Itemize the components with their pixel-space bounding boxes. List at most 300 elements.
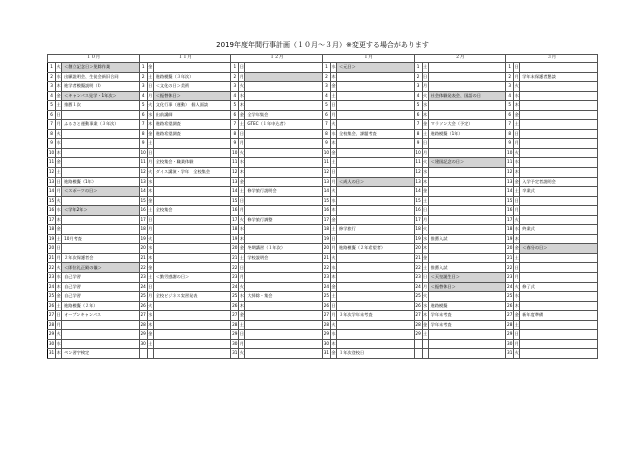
event-cell bbox=[520, 273, 598, 283]
event-cell bbox=[337, 330, 415, 340]
day-number: 25 bbox=[414, 292, 422, 302]
day-number: 4 bbox=[48, 91, 56, 101]
event-cell bbox=[337, 282, 415, 292]
weekday: 金 bbox=[147, 63, 153, 73]
day-number: 28 bbox=[139, 320, 147, 330]
day-number: 2 bbox=[139, 72, 147, 82]
event-cell bbox=[245, 63, 323, 73]
day-number: 25 bbox=[506, 292, 514, 302]
event-cell: 進路模擬 bbox=[428, 301, 506, 311]
event-cell bbox=[153, 263, 231, 273]
day-number: 25 bbox=[48, 292, 56, 302]
event-cell: 全校集会・職業体験 bbox=[153, 158, 231, 168]
event-cell bbox=[245, 339, 323, 349]
day-number: 11 bbox=[322, 158, 330, 168]
weekday: 日 bbox=[330, 234, 336, 244]
day-number: 31 bbox=[231, 349, 239, 359]
event-cell: GTEC（１年申込者） bbox=[245, 120, 323, 130]
weekday: 月 bbox=[56, 320, 62, 330]
event-cell bbox=[245, 168, 323, 178]
event-cell: 推薦１次 bbox=[62, 101, 140, 111]
event-cell bbox=[428, 196, 506, 206]
day-number: 9 bbox=[139, 139, 147, 149]
weekday: 日 bbox=[239, 129, 245, 139]
weekday: 金 bbox=[239, 110, 245, 120]
day-number: 8 bbox=[414, 129, 422, 139]
day-number: 14 bbox=[139, 187, 147, 197]
day-row bbox=[48, 349, 598, 359]
weekday: 金 bbox=[514, 311, 520, 321]
weekday: 土 bbox=[147, 273, 153, 283]
event-cell bbox=[428, 82, 506, 92]
day-row bbox=[48, 339, 598, 349]
day-number: 19 bbox=[231, 234, 239, 244]
event-cell: 修学旅行調整 bbox=[245, 215, 323, 225]
day-number: 1 bbox=[48, 63, 56, 73]
event-cell bbox=[245, 301, 323, 311]
weekday: 火 bbox=[56, 196, 62, 206]
event-cell bbox=[520, 139, 598, 149]
weekday: 水 bbox=[514, 158, 520, 168]
event-cell bbox=[520, 234, 598, 244]
day-number: 8 bbox=[48, 129, 56, 139]
day-number: 7 bbox=[414, 120, 422, 130]
event-cell: 入学予定者説明会 bbox=[520, 177, 598, 187]
day-number: 11 bbox=[231, 158, 239, 168]
day-row bbox=[48, 225, 598, 235]
weekday: 水 bbox=[239, 158, 245, 168]
day-number: 10 bbox=[506, 148, 514, 158]
day-number: 17 bbox=[48, 215, 56, 225]
day-number: 15 bbox=[322, 196, 330, 206]
day-number: 7 bbox=[231, 120, 239, 130]
day-number: 13 bbox=[139, 177, 147, 187]
event-cell bbox=[428, 244, 506, 254]
day-number: 26 bbox=[506, 301, 514, 311]
weekday: 木 bbox=[514, 168, 520, 178]
day-number: 20 bbox=[139, 244, 147, 254]
event-cell bbox=[337, 91, 415, 101]
event-cell bbox=[245, 129, 323, 139]
event-cell bbox=[245, 234, 323, 244]
day-number: 29 bbox=[231, 330, 239, 340]
weekday: 火 bbox=[147, 301, 153, 311]
event-cell: 全校集会、課題考査 bbox=[337, 129, 415, 139]
event-cell bbox=[337, 120, 415, 130]
day-number: 22 bbox=[414, 263, 422, 273]
weekday: 火 bbox=[514, 215, 520, 225]
day-number: 6 bbox=[48, 110, 56, 120]
day-row bbox=[48, 72, 598, 82]
event-cell bbox=[62, 339, 140, 349]
day-number: 1 bbox=[322, 63, 330, 73]
event-cell: 学年末考査 bbox=[428, 311, 506, 321]
day-number: 27 bbox=[506, 311, 514, 321]
weekday: 火 bbox=[422, 158, 428, 168]
event-cell: ＜元日＞ bbox=[337, 63, 415, 73]
event-cell bbox=[428, 110, 506, 120]
day-number: 9 bbox=[506, 139, 514, 149]
weekday: 日 bbox=[239, 263, 245, 273]
weekday: 火 bbox=[239, 282, 245, 292]
day-number: 11 bbox=[48, 158, 56, 168]
day-number: 3 bbox=[414, 82, 422, 92]
weekday: 日 bbox=[147, 148, 153, 158]
event-cell bbox=[245, 148, 323, 158]
day-number: 13 bbox=[322, 177, 330, 187]
weekday: 金 bbox=[239, 311, 245, 321]
weekday: 水 bbox=[147, 311, 153, 321]
day-number: 5 bbox=[139, 101, 147, 111]
event-cell: 自己学習 bbox=[62, 273, 140, 283]
weekday: 水 bbox=[422, 101, 428, 111]
event-cell bbox=[62, 244, 140, 254]
event-cell bbox=[153, 148, 231, 158]
day-number: 5 bbox=[48, 101, 56, 111]
day-number: 3 bbox=[506, 82, 514, 92]
event-cell: 学年末保護者懇談 bbox=[520, 72, 598, 82]
event-cell bbox=[428, 187, 506, 197]
weekday: 水 bbox=[330, 330, 336, 340]
event-cell: 進路希望調査 bbox=[153, 120, 231, 130]
day-number: 27 bbox=[139, 311, 147, 321]
day-number: 17 bbox=[506, 215, 514, 225]
day-number: 2 bbox=[414, 72, 422, 82]
day-number: 27 bbox=[322, 311, 330, 321]
day-number: 19 bbox=[139, 234, 147, 244]
weekday: 月 bbox=[147, 91, 153, 101]
day-number: 26 bbox=[414, 301, 422, 311]
weekday: 金 bbox=[422, 120, 428, 130]
weekday: 土 bbox=[239, 253, 245, 263]
day-number: 7 bbox=[48, 120, 56, 130]
event-cell: ＜スポーツの日＞ bbox=[62, 187, 140, 197]
event-cell bbox=[245, 311, 323, 321]
weekday: 木 bbox=[239, 168, 245, 178]
day-number: 22 bbox=[48, 263, 56, 273]
weekday: 土 bbox=[422, 263, 428, 273]
event-cell: ＜春分の日＞ bbox=[520, 244, 598, 254]
day-number: 6 bbox=[414, 110, 422, 120]
weekday: 土 bbox=[147, 339, 153, 349]
day-number: 5 bbox=[322, 101, 330, 111]
event-cell bbox=[428, 139, 506, 149]
event-cell bbox=[428, 349, 506, 359]
event-cell bbox=[337, 148, 415, 158]
weekday: 水 bbox=[56, 139, 62, 149]
day-row bbox=[48, 91, 598, 101]
day-number: 23 bbox=[322, 273, 330, 283]
day-number: 1 bbox=[139, 63, 147, 73]
day-number: 9 bbox=[414, 139, 422, 149]
day-row bbox=[48, 244, 598, 254]
weekday: 火 bbox=[239, 148, 245, 158]
weekday: 月 bbox=[239, 139, 245, 149]
weekday: 水 bbox=[514, 225, 520, 235]
event-cell: 卒業式 bbox=[520, 187, 598, 197]
day-number: 20 bbox=[506, 244, 514, 254]
day-row bbox=[48, 292, 598, 302]
weekday: 木 bbox=[239, 234, 245, 244]
day-row bbox=[48, 196, 598, 206]
event-cell bbox=[62, 110, 140, 120]
day-number: 31 bbox=[48, 349, 56, 359]
event-cell bbox=[337, 206, 415, 216]
event-cell: 進路模擬（３年次） bbox=[153, 72, 231, 82]
day-row bbox=[48, 301, 598, 311]
weekday: 月 bbox=[422, 282, 428, 292]
day-number: 21 bbox=[139, 253, 147, 263]
day-number: 30 bbox=[139, 339, 147, 349]
weekday: 水 bbox=[147, 177, 153, 187]
day-number: 8 bbox=[139, 129, 147, 139]
day-row bbox=[48, 282, 598, 292]
event-cell: ＜学年2年＞ bbox=[62, 206, 140, 216]
event-cell: 文化行事（運動） 個人面談 bbox=[153, 101, 231, 111]
weekday: 日 bbox=[56, 311, 62, 321]
weekday: 火 bbox=[330, 120, 336, 130]
weekday: 水 bbox=[514, 292, 520, 302]
day-row bbox=[48, 187, 598, 197]
weekday: 土 bbox=[422, 63, 428, 73]
event-cell: 10月考査 bbox=[62, 234, 140, 244]
weekday: 月 bbox=[422, 215, 428, 225]
day-number: 23 bbox=[414, 273, 422, 283]
event-cell bbox=[520, 349, 598, 359]
weekday: 月 bbox=[239, 339, 245, 349]
day-number: 15 bbox=[48, 196, 56, 206]
day-number: 11 bbox=[139, 158, 147, 168]
day-number: 22 bbox=[139, 263, 147, 273]
day-row bbox=[48, 253, 598, 263]
day-row bbox=[48, 120, 598, 130]
day-number: 8 bbox=[506, 129, 514, 139]
event-cell bbox=[62, 129, 140, 139]
event-cell: 学年末考査 bbox=[428, 320, 506, 330]
month-header: １０月 bbox=[48, 55, 140, 63]
weekday: 火 bbox=[330, 187, 336, 197]
event-cell bbox=[520, 292, 598, 302]
event-cell: 全学年集会 bbox=[245, 110, 323, 120]
day-number: 19 bbox=[414, 234, 422, 244]
weekday: 木 bbox=[422, 244, 428, 254]
day-number: 12 bbox=[322, 168, 330, 178]
day-number: 9 bbox=[231, 139, 239, 149]
event-cell bbox=[62, 320, 140, 330]
event-cell: 自己学習 bbox=[62, 292, 140, 302]
event-cell bbox=[520, 330, 598, 340]
event-cell: ふるさと運動事業（３年次） bbox=[62, 120, 140, 130]
weekday: 水 bbox=[147, 110, 153, 120]
day-number: 29 bbox=[48, 330, 56, 340]
event-cell bbox=[337, 273, 415, 283]
day-number: 4 bbox=[231, 91, 239, 101]
event-cell bbox=[153, 177, 231, 187]
weekday: 木 bbox=[147, 320, 153, 330]
weekday: 木 bbox=[147, 253, 153, 263]
weekday: 水 bbox=[422, 168, 428, 178]
day-number: 18 bbox=[322, 225, 330, 235]
weekday: 月 bbox=[56, 187, 62, 197]
event-cell: 進学者模擬説明（Ⅰ） bbox=[62, 82, 140, 92]
event-cell bbox=[245, 101, 323, 111]
event-cell: 進路模擬（1年） bbox=[62, 177, 140, 187]
weekday: 金 bbox=[422, 320, 428, 330]
event-cell: ３年次学年末考査 bbox=[337, 311, 415, 321]
day-row bbox=[48, 139, 598, 149]
weekday: 火 bbox=[56, 263, 62, 273]
day-number: 29 bbox=[322, 330, 330, 340]
event-cell bbox=[62, 168, 140, 178]
weekday: 土 bbox=[514, 120, 520, 130]
weekday: 木 bbox=[239, 301, 245, 311]
event-cell bbox=[520, 91, 598, 101]
event-cell bbox=[245, 196, 323, 206]
weekday: 月 bbox=[239, 72, 245, 82]
weekday: 水 bbox=[239, 91, 245, 101]
weekday: 月 bbox=[514, 273, 520, 283]
day-number: 21 bbox=[322, 253, 330, 263]
event-cell bbox=[153, 215, 231, 225]
day-number: 17 bbox=[139, 215, 147, 225]
event-cell: 全校集会 bbox=[153, 206, 231, 216]
day-number: 28 bbox=[414, 320, 422, 330]
day-number: 16 bbox=[506, 206, 514, 216]
day-number: 19 bbox=[506, 234, 514, 244]
day-number bbox=[139, 349, 147, 359]
day-row bbox=[48, 110, 598, 120]
weekday: 金 bbox=[330, 349, 336, 359]
weekday: 火 bbox=[147, 234, 153, 244]
day-number: 12 bbox=[506, 168, 514, 178]
weekday: 火 bbox=[56, 63, 62, 73]
weekday: 火 bbox=[514, 349, 520, 359]
event-cell bbox=[428, 63, 506, 73]
weekday: 火 bbox=[239, 82, 245, 92]
event-cell bbox=[337, 301, 415, 311]
event-cell bbox=[337, 339, 415, 349]
weekday: 日 bbox=[422, 139, 428, 149]
event-cell bbox=[428, 148, 506, 158]
event-cell bbox=[245, 320, 323, 330]
event-cell bbox=[520, 339, 598, 349]
day-row bbox=[48, 101, 598, 111]
day-number: 10 bbox=[322, 148, 330, 158]
event-cell: 推薦入試 bbox=[428, 263, 506, 273]
event-cell bbox=[520, 253, 598, 263]
event-cell: オープンキャンパス bbox=[62, 311, 140, 321]
weekday: 土 bbox=[147, 206, 153, 216]
event-cell bbox=[428, 177, 506, 187]
weekday: 金 bbox=[330, 282, 336, 292]
event-cell bbox=[245, 158, 323, 168]
day-row bbox=[48, 177, 598, 187]
event-cell bbox=[153, 349, 231, 359]
event-cell bbox=[337, 72, 415, 82]
weekday: 土 bbox=[239, 120, 245, 130]
event-cell: 出願説明会、生徒会新旧合同 bbox=[62, 72, 140, 82]
day-row bbox=[48, 206, 598, 216]
day-number: 6 bbox=[231, 110, 239, 120]
day-number: 23 bbox=[139, 273, 147, 283]
weekday: 火 bbox=[239, 349, 245, 359]
weekday: 日 bbox=[514, 196, 520, 206]
event-cell bbox=[62, 330, 140, 340]
weekday: 日 bbox=[147, 282, 153, 292]
weekday: 水 bbox=[56, 72, 62, 82]
event-cell: ＜成人の日＞ bbox=[337, 177, 415, 187]
weekday: 木 bbox=[330, 206, 336, 216]
weekday: 日 bbox=[514, 63, 520, 73]
weekday: 水 bbox=[422, 301, 428, 311]
weekday: 火 bbox=[56, 330, 62, 340]
weekday: 土 bbox=[514, 320, 520, 330]
weekday: 月 bbox=[330, 244, 336, 254]
day-number: 28 bbox=[48, 320, 56, 330]
event-cell bbox=[153, 63, 231, 73]
weekday: 日 bbox=[330, 301, 336, 311]
event-cell: 社会体験発表会、国語の日 bbox=[428, 91, 506, 101]
day-number: 5 bbox=[414, 101, 422, 111]
day-number: 23 bbox=[231, 273, 239, 283]
weekday: 月 bbox=[514, 339, 520, 349]
day-row bbox=[48, 215, 598, 225]
event-cell: ＜即位礼正殿の儀＞ bbox=[62, 263, 140, 273]
day-number: 14 bbox=[414, 187, 422, 197]
weekday: 月 bbox=[514, 72, 520, 82]
weekday: 水 bbox=[239, 292, 245, 302]
weekday: 金 bbox=[514, 110, 520, 120]
day-number: 2 bbox=[322, 72, 330, 82]
event-cell bbox=[337, 110, 415, 120]
day-number: 30 bbox=[48, 339, 56, 349]
weekday: 日 bbox=[56, 177, 62, 187]
weekday: 木 bbox=[56, 282, 62, 292]
event-cell bbox=[337, 253, 415, 263]
weekday: 土 bbox=[514, 253, 520, 263]
day-number: 4 bbox=[322, 91, 330, 101]
weekday: 木 bbox=[239, 101, 245, 111]
weekday: 日 bbox=[514, 129, 520, 139]
weekday: 土 bbox=[56, 101, 62, 111]
day-number: 5 bbox=[231, 101, 239, 111]
day-number: 15 bbox=[139, 196, 147, 206]
weekday: 金 bbox=[147, 129, 153, 139]
event-cell: 自己学習 bbox=[62, 282, 140, 292]
weekday: 火 bbox=[330, 320, 336, 330]
day-row bbox=[48, 320, 598, 330]
event-cell bbox=[245, 177, 323, 187]
event-cell: 進路希望調査 bbox=[153, 129, 231, 139]
day-number: 13 bbox=[231, 177, 239, 187]
day-number: 17 bbox=[231, 215, 239, 225]
event-cell bbox=[337, 82, 415, 92]
day-number: 1 bbox=[414, 63, 422, 73]
event-cell bbox=[245, 263, 323, 273]
event-cell bbox=[62, 139, 140, 149]
day-number: 14 bbox=[322, 187, 330, 197]
event-cell bbox=[245, 330, 323, 340]
weekday: 水 bbox=[330, 129, 336, 139]
weekday: 金 bbox=[56, 292, 62, 302]
weekday: 土 bbox=[239, 187, 245, 197]
weekday: 水 bbox=[330, 263, 336, 273]
day-number: 18 bbox=[506, 225, 514, 235]
day-number: 10 bbox=[48, 148, 56, 158]
event-cell: ＜キャンパス見学・1年次＞ bbox=[62, 91, 140, 101]
event-cell: ＜振替休日＞ bbox=[428, 282, 506, 292]
day-number: 7 bbox=[322, 120, 330, 130]
